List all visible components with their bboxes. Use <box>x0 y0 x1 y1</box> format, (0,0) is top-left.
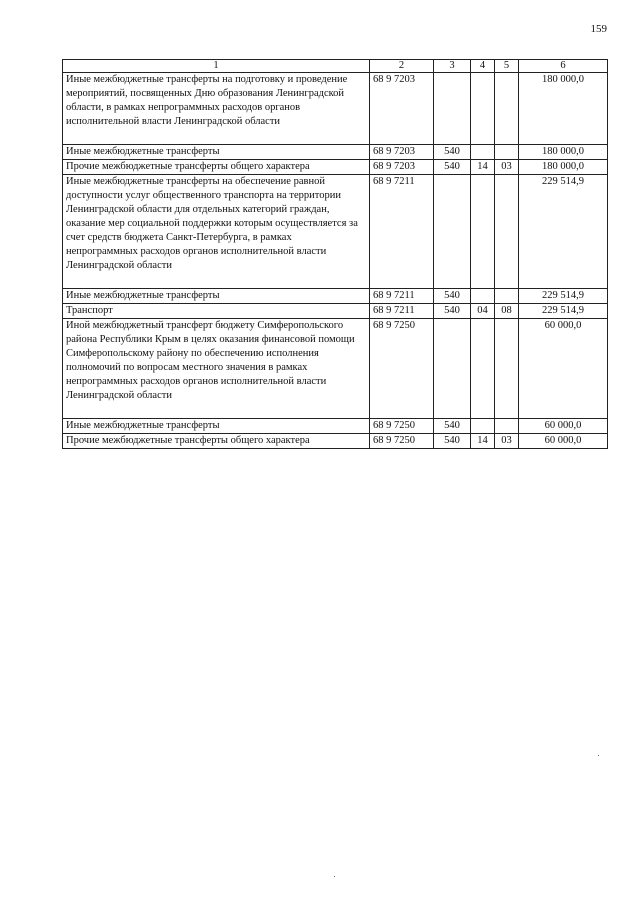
cell-expense-type: 540 <box>434 160 471 175</box>
cell-code: 68 9 7203 <box>370 160 434 175</box>
cell-amount: 229 514,9 <box>519 304 608 319</box>
cell-section: 14 <box>471 434 495 449</box>
header-col-2: 2 <box>370 60 434 73</box>
table-row <box>63 304 608 319</box>
cell-amount: 60 000,0 <box>519 419 608 434</box>
cell-subsection: 08 <box>495 304 519 319</box>
cell-subsection: 03 <box>495 160 519 175</box>
cell-section: 04 <box>471 304 495 319</box>
cell-code: 68 9 7211 <box>370 289 434 304</box>
cell-amount: 180 000,0 <box>519 73 608 145</box>
cell-name: Иные межбюджетные трансферты <box>63 289 370 304</box>
cell-code: 68 9 7250 <box>370 434 434 449</box>
cell-subsection <box>495 175 519 289</box>
table-row <box>63 145 608 160</box>
cell-expense-type: 540 <box>434 145 471 160</box>
cell-code: 68 9 7203 <box>370 145 434 160</box>
table-row <box>63 419 608 434</box>
cell-expense-type: 540 <box>434 419 471 434</box>
table-row <box>63 175 608 289</box>
cell-amount: 229 514,9 <box>519 175 608 289</box>
cell-name: Иные межбюджетные трансферты <box>63 419 370 434</box>
cell-subsection <box>495 319 519 419</box>
table-row <box>63 289 608 304</box>
cell-subsection <box>495 419 519 434</box>
table-body <box>63 73 608 449</box>
cell-section <box>471 289 495 304</box>
cell-name: Транспорт <box>63 304 370 319</box>
cell-name: Иные межбюджетные трансферты на подготовку и проведение мероприятий, посвященных Дню образования Ленинградской области, в рамках непрограммных расходов органов исполнительной власти Ленинградской области <box>63 73 370 145</box>
header-col-1: 1 <box>63 60 370 73</box>
cell-expense-type <box>434 319 471 419</box>
cell-expense-type: 540 <box>434 289 471 304</box>
table-row <box>63 434 608 449</box>
cell-code: 68 9 7203 <box>370 73 434 145</box>
cell-subsection <box>495 73 519 145</box>
cell-code: 68 9 7211 <box>370 304 434 319</box>
cell-section <box>471 145 495 160</box>
cell-name: Иные межбюджетные трансферты на обеспечение равной доступности услуг общественного транспорта на территории Ленинградской области для отдельных категорий граждан, оказание мер социальной поддержки которым осуществляется за счет средств бюджета Санкт-Петербурга, в рамках непрограммных расходов органов исполнительной власти Ленинградской области <box>63 175 370 289</box>
header-col-6: 6 <box>519 60 608 73</box>
cell-section: 14 <box>471 160 495 175</box>
page-number: 159 <box>590 23 607 35</box>
cell-code: 68 9 7250 <box>370 319 434 419</box>
table-row <box>63 319 608 419</box>
cell-amount: 180 000,0 <box>519 145 608 160</box>
cell-expense-type: 540 <box>434 434 471 449</box>
scan-speck <box>598 755 599 756</box>
header-col-4: 4 <box>471 60 495 73</box>
cell-expense-type <box>434 175 471 289</box>
cell-code: 68 9 7250 <box>370 419 434 434</box>
cell-amount: 60 000,0 <box>519 434 608 449</box>
table-row <box>63 160 608 175</box>
cell-section <box>471 319 495 419</box>
scan-speck <box>334 876 335 877</box>
cell-amount: 180 000,0 <box>519 160 608 175</box>
cell-code: 68 9 7211 <box>370 175 434 289</box>
header-col-3: 3 <box>434 60 471 73</box>
cell-subsection <box>495 145 519 160</box>
cell-subsection: 03 <box>495 434 519 449</box>
cell-section <box>471 419 495 434</box>
cell-amount: 229 514,9 <box>519 289 608 304</box>
cell-section <box>471 73 495 145</box>
cell-expense-type <box>434 73 471 145</box>
cell-name: Иные межбюджетные трансферты <box>63 145 370 160</box>
budget-table <box>62 59 608 449</box>
cell-expense-type: 540 <box>434 304 471 319</box>
cell-amount: 60 000,0 <box>519 319 608 419</box>
cell-section <box>471 175 495 289</box>
cell-subsection <box>495 289 519 304</box>
cell-name: Иной межбюджетный трансферт бюджету Симферопольского района Республики Крым в целях оказания финансовой помощи Симферопольскому району по обеспечению исполнения полномочий по вопросам местного значения в рамках непрограммных расходов органов исполнительной власти Ленинградской области <box>63 319 370 419</box>
cell-name: Прочие межбюджетные трансферты общего характера <box>63 434 370 449</box>
header-col-5: 5 <box>495 60 519 73</box>
table-header-row <box>63 60 608 73</box>
table-row <box>63 73 608 145</box>
cell-name: Прочие межбюджетные трансферты общего характера <box>63 160 370 175</box>
